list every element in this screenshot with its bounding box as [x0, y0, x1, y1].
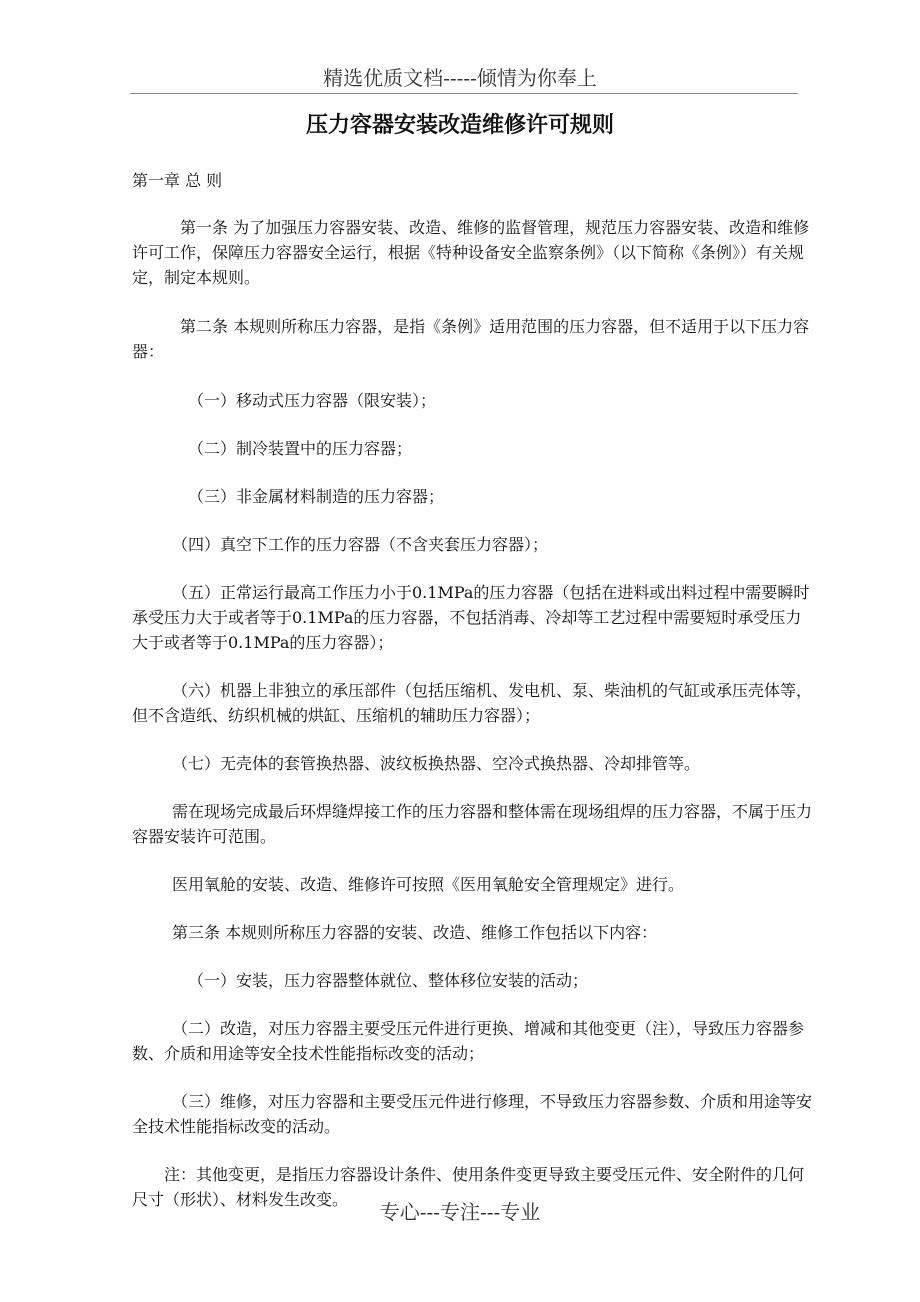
- article-2-note-oxygen: 医用氧舱的安装、改造、维修许可按照《医用氧舱安全管理规定》进行。: [172, 875, 685, 894]
- article-2-item-3: （三）非金属材料制造的压力容器；: [188, 487, 445, 506]
- article-3-note: 注：其他变更，是指压力容器设计条件、使用条件变更导致主要受压元件、安全附件的几何尺寸（形状）、材料发生改变。: [132, 1165, 805, 1209]
- article-3-item-3: （三）维修，对压力容器和主要受压元件进行修理，不导致压力容器参数、介质和用途等安全技术性能指标改变的活动。: [132, 1092, 813, 1136]
- article-3-item-1: （一）安装，压力容器整体就位、整体移位安装的活动；: [188, 971, 589, 990]
- article-2-item-2: （二）制冷装置中的压力容器；: [188, 439, 413, 458]
- article-2-note-onsite: 需在现场完成最后环焊缝焊接工作的压力容器和整体需在现场组焊的压力容器，不属于压力容器安装许可范围。: [132, 802, 813, 846]
- article-2-item-5: （五）正常运行最高工作压力小于0.1MPa的压力容器（包括在进料或出料过程中需要瞬时承受压力大于或者等于0.1MPa的压力容器，不包括消毒、冷却等工艺过程中需要短时承受压力大于或者等于0.1MPa的压力容器）；: [132, 583, 810, 652]
- document-title: 压力容器安装改造维修许可规则: [305, 112, 614, 138]
- article-3-item-2: （二）改造，对压力容器主要受压元件进行更换、增减和其他变更（注），导致压力容器参数、介质和用途等安全技术性能指标改变的活动；: [132, 1019, 805, 1063]
- article-2-item-6: （六）机器上非独立的承压部件（包括压缩机、发电机、泵、柴油机的气缸或承压壳体等，但不含造纸、纺织机械的烘缸、压缩机的辅助压力容器）；: [132, 681, 813, 725]
- header-divider: [130, 93, 798, 94]
- page-header: 精选优质文档-----倾情为你奉上: [323, 66, 597, 90]
- article-2-item-1: （一）移动式压力容器（限安装）；: [188, 391, 437, 410]
- article-3: 第三条 本规则所称压力容器的安装、改造、维修工作包括以下内容：: [172, 923, 658, 942]
- article-1: 第一条 为了加强压力容器安装、改造、维修的监督管理，规范压力容器安装、改造和维修许可工作，保障压力容器安全运行，根据《特种设备安全监察条例》（以下简称《条例》）有关规定，制定本规则。: [132, 218, 810, 287]
- article-2-item-7: （七）无壳体的套管换热器、波纹板换热器、空冷式换热器、冷却排管等。: [172, 754, 701, 773]
- article-2-item-4: （四）真空下工作的压力容器（不含夹套压力容器）；: [172, 535, 549, 554]
- chapter-heading: 第一章 总 则: [132, 171, 223, 190]
- article-2: 第二条 本规则所称压力容器，是指《条例》适用范围的压力容器，但不适用于以下压力容器：: [132, 317, 810, 361]
- document-body: [132, 168, 812, 1235]
- page-footer: 专心---专注---专业: [379, 1200, 541, 1224]
